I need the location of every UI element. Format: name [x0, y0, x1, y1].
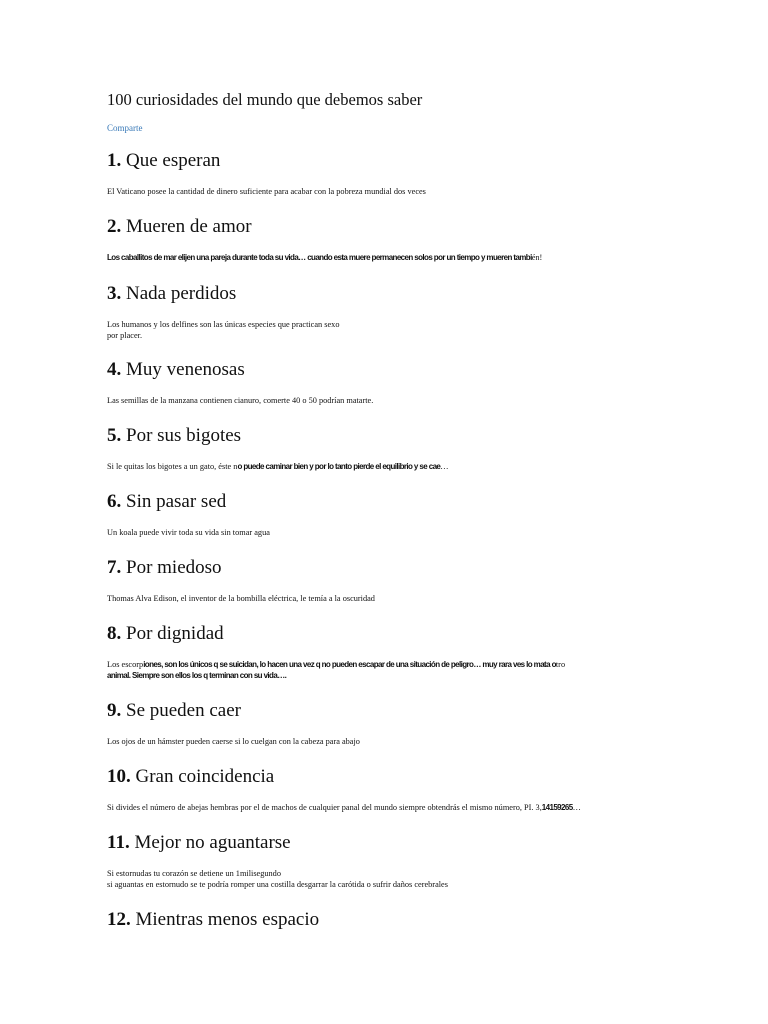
- curiosity-item: [107, 909, 727, 931]
- curiosity-number: 8.: [107, 623, 122, 644]
- curiosity-body: [107, 802, 727, 813]
- curiosity-body: Las semillas de la manzana contienen cianuro, comerte 40 o 50 podrían matarte.: [107, 396, 374, 405]
- curiosity-heading: [107, 557, 727, 579]
- curiosity-heading: [107, 359, 727, 381]
- curiosity-title: Sin pasar sed: [121, 491, 227, 512]
- curiosity-item: [107, 283, 727, 341]
- body-text-run: Si le quitas los bigotes a un gato, éste n: [107, 462, 238, 471]
- curiosity-item: [107, 623, 727, 681]
- body-text-run: …: [572, 803, 581, 812]
- curiosity-number: 1.: [107, 150, 122, 171]
- curiosity-item: [107, 766, 727, 813]
- curiosity-body: [107, 252, 727, 263]
- curiosity-number: 5.: [107, 425, 122, 446]
- curiosity-title: Por sus bigotes: [121, 425, 242, 446]
- curiosity-number: 4.: [107, 359, 122, 380]
- curiosity-item: [107, 557, 727, 604]
- body-text-run: Los escorp: [107, 660, 144, 669]
- curiosity-number: 6.: [107, 491, 122, 512]
- curiosity-heading: [107, 766, 727, 788]
- curiosity-body: Los ojos de un hámster pueden caerse si lo cuelgan con la cabeza para abajo: [107, 737, 360, 746]
- body-text-run: …: [440, 462, 449, 471]
- curiosity-item: [107, 700, 727, 747]
- curiosity-heading: [107, 283, 727, 305]
- curiosity-heading: [107, 700, 727, 722]
- curiosity-heading: [107, 216, 727, 238]
- curiosity-title: Por miedoso: [121, 557, 222, 578]
- curiosity-body: por placer.: [107, 331, 143, 340]
- curiosity-number: 9.: [107, 700, 122, 721]
- curiosity-item: [107, 491, 727, 538]
- curiosity-title: Muy venenosas: [121, 359, 245, 380]
- curiosity-body: [107, 461, 727, 472]
- curiosity-body: Los humanos y los delfines son las únicas especies que practican sexo: [107, 320, 340, 329]
- curiosity-title: Mejor no aguantarse: [129, 832, 291, 853]
- curiosity-heading: [107, 491, 727, 513]
- curiosity-body: El Vaticano posee la cantidad de dinero suficiente para acabar con la pobreza mundial dos veces: [107, 187, 426, 196]
- curiosity-item: [107, 425, 727, 472]
- curiosity-number: 7.: [107, 557, 122, 578]
- curiosity-body: [107, 670, 727, 681]
- curiosity-number: 3.: [107, 283, 122, 304]
- curiosity-item: [107, 150, 727, 197]
- body-text-run: Los caballitos de mar elijen una pareja durante toda su vida… cuando esta muere permanecen solos por un tiempo y mueren tambi: [107, 253, 532, 262]
- curiosity-heading: [107, 832, 727, 854]
- curiosity-body: Un koala puede vivir toda su vida sin tomar agua: [107, 528, 270, 537]
- curiosity-title: Mueren de amor: [121, 216, 252, 237]
- share-link[interactable]: Comparte: [107, 123, 143, 133]
- curiosity-heading: [107, 623, 727, 645]
- document-title: 100 curiosidades del mundo que debemos saber: [107, 90, 423, 109]
- curiosity-title: Nada perdidos: [121, 283, 237, 304]
- body-text-run: 14159265: [541, 803, 573, 812]
- body-text-run: o puede caminar bien y por lo tanto pierde el equilibrio y se cae: [237, 462, 441, 471]
- curiosity-title: Mientras menos espacio: [130, 909, 320, 930]
- curiosity-body: si aguantas en estornudo se te podría romper una costilla desgarrar la carótida o sufrir daños cerebrales: [107, 880, 448, 889]
- body-text-run: animal. Siempre son ellos los q terminan con su vida….: [107, 671, 287, 680]
- body-text-run: iones, son los únicos q se suicidan, lo hacen una vez q no pueden escapar de una situación de peligro… muy rara ves lo mata o: [143, 660, 556, 669]
- curiosity-title: Se pueden caer: [121, 700, 241, 721]
- body-text-run: tro: [555, 660, 566, 669]
- curiosity-item: [107, 832, 727, 890]
- curiosity-body: [107, 659, 727, 670]
- curiosity-title: Gran coincidencia: [130, 766, 275, 787]
- curiosity-number: 2.: [107, 216, 122, 237]
- curiosity-heading: [107, 150, 727, 172]
- curiosity-number: 12.: [107, 909, 131, 930]
- curiosity-heading: [107, 425, 727, 447]
- body-text-run: én!: [531, 253, 543, 262]
- curiosity-number: 10.: [107, 766, 131, 787]
- curiosity-item: [107, 216, 727, 263]
- curiosity-body: Thomas Alva Edison, el inventor de la bombilla eléctrica, le temía a la oscuridad: [107, 594, 375, 603]
- curiosity-title: Por dignidad: [121, 623, 224, 644]
- curiosity-heading: [107, 909, 727, 931]
- curiosity-title: Que esperan: [121, 150, 221, 171]
- body-text-run: Si divides el número de abejas hembras por el de machos de cualquier panal del mundo siempre obtendrás el mismo número, PI. 3,: [107, 803, 542, 812]
- curiosity-body: Si estornudas tu corazón se detiene un 1milisegundo: [107, 869, 281, 878]
- curiosity-number: 11.: [107, 832, 130, 853]
- curiosity-item: [107, 359, 727, 406]
